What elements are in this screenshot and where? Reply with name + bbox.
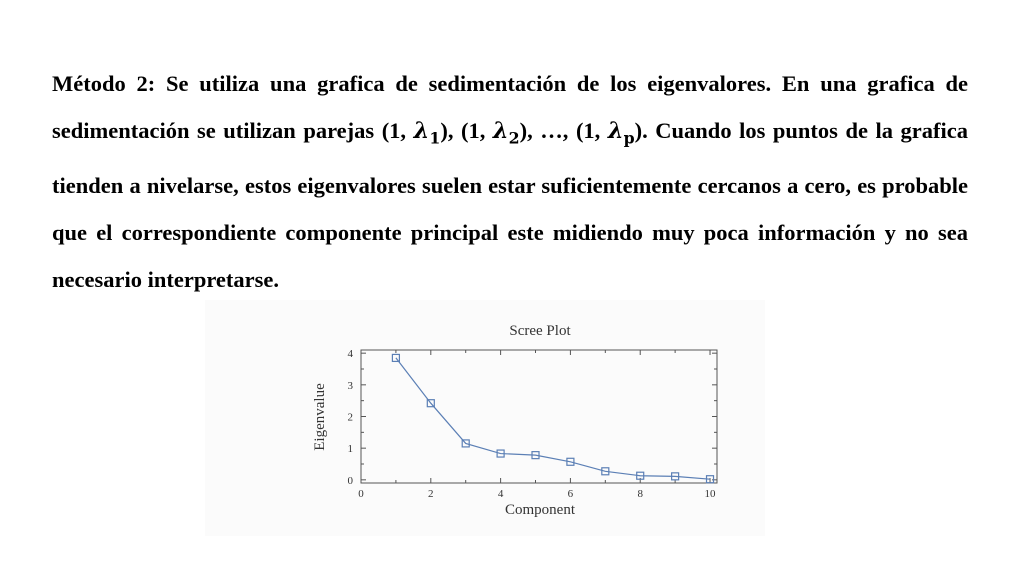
lambda-symbol-1: λ — [413, 118, 430, 144]
text-part-1: Método 2: Se utiliza una grafica de sedimentación de los eigenvalores. En una grafica de sedimentación se utilizan parejas (1, — [52, 71, 968, 143]
y-tick-label: 4 — [347, 348, 353, 361]
lambda-p — [607, 118, 635, 148]
axes-group — [348, 348, 718, 500]
lambda-subscript-2: 2 — [508, 128, 520, 148]
x-tick-label: 0 — [358, 488, 364, 500]
lambda-1 — [413, 118, 441, 148]
text-part-4: ). Cuando los puntos de la grafica tienden a nivelarse, estos eigenvalores suelen estar suficientemente cercanos a cero, es probable que el correspondiente componente principal este midiendo muy poca información y no sea necesario interpretarse. — [52, 118, 968, 292]
series-group — [392, 354, 713, 482]
y-tick-label: 3 — [347, 379, 353, 392]
y-tick-label: 0 — [347, 474, 353, 487]
x-tick-label: 10 — [704, 488, 716, 500]
y-axis-label: Eigenvalue — [312, 383, 328, 451]
chart-title: Scree Plot — [509, 323, 571, 339]
text-part-3: ), …, (1, — [519, 118, 608, 143]
x-tick-label: 2 — [428, 488, 434, 500]
y-tick-label: 1 — [347, 443, 353, 456]
y-tick-label: 2 — [347, 411, 353, 424]
description-paragraph — [52, 60, 968, 303]
scree-plot-svg — [205, 300, 765, 536]
plot-frame — [361, 350, 717, 483]
series-line — [396, 358, 710, 479]
x-tick-label: 6 — [567, 488, 574, 500]
scree-plot-figure — [205, 300, 765, 536]
lambda-symbol-2: λ — [492, 118, 509, 144]
lambda-subscript-1: 1 — [429, 128, 441, 148]
x-tick-label: 4 — [497, 488, 504, 500]
x-axis-label: Component — [505, 502, 575, 518]
lambda-subscript-p: p — [623, 128, 635, 148]
text-part-2: ), (1, — [440, 118, 493, 143]
x-tick-label: 8 — [637, 488, 643, 500]
lambda-2 — [492, 118, 520, 148]
lambda-symbol-p: λ — [607, 118, 624, 144]
